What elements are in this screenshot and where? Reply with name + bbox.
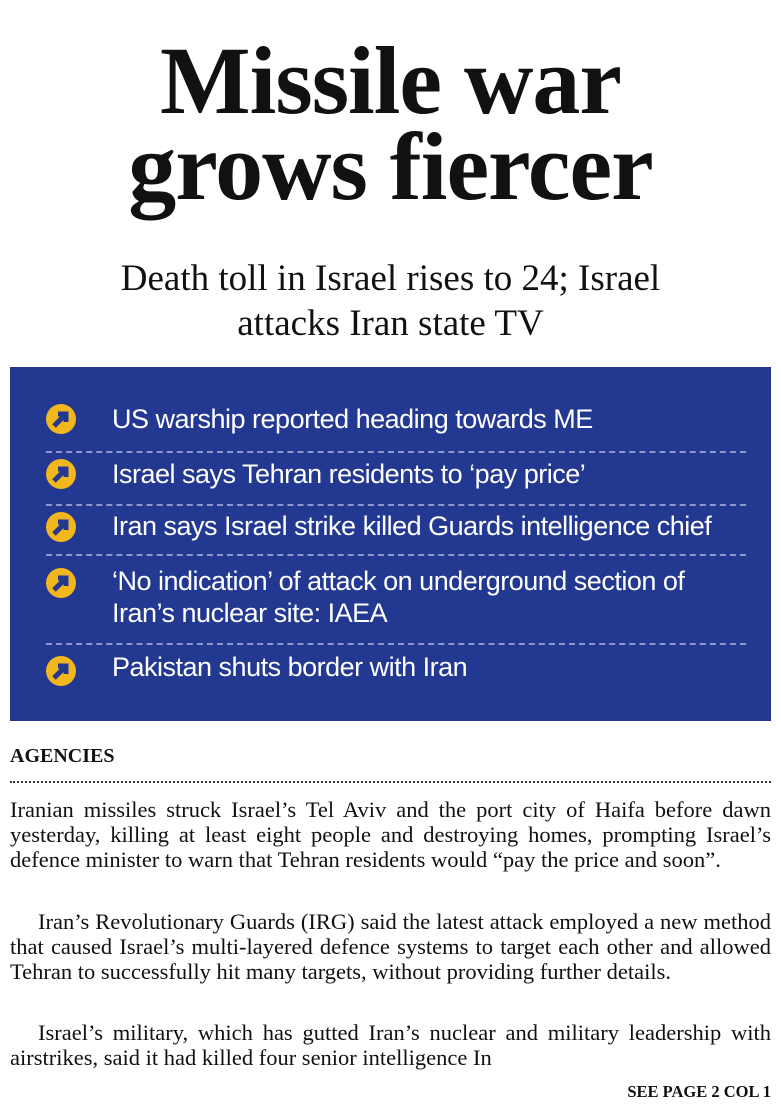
highlight-text: Israel says Tehran residents to ‘pay price’ [112, 459, 586, 489]
headline-line-2: grows fiercer [128, 113, 653, 220]
continued-on-page: SEE PAGE 2 COL 1 [627, 1082, 771, 1101]
byline: AGENCIES [10, 745, 115, 767]
highlight-text: Iran says Israel strike killed Guards intelligence chief [112, 511, 712, 541]
highlight-text: Pakistan shuts border with Iran [112, 652, 468, 682]
highlight-text-line: Iran’s nuclear site: IAEA [112, 598, 388, 628]
highlight-item [46, 453, 746, 506]
arrow-circle-icon [46, 512, 76, 542]
highlight-text-line: ‘No indication’ of attack on underground section of [112, 566, 685, 596]
highlights-box [10, 367, 771, 721]
body-paragraph: Israel’s military, which has gutted Iran’s nuclear and military leadership with airstrikes, said it had killed four senior intelligence In [10, 1020, 771, 1070]
highlight-item [46, 556, 746, 645]
highlight-text: US warship reported heading towards ME [112, 404, 593, 434]
arrow-circle-icon [46, 404, 76, 434]
highlight-item [46, 506, 746, 556]
subheadline [0, 256, 781, 346]
arrow-circle-icon [46, 568, 76, 598]
headline [0, 27, 781, 220]
arrow-circle-icon [46, 459, 76, 489]
body-paragraph: Iranian missiles struck Israel’s Tel Aviv and the port city of Haifa before dawn yesterday, killing at least eight people and destroying homes, prompting Israel’s defence minister to warn that Tehran residents would “pay the price and soon”. [10, 797, 771, 872]
highlight-text [112, 565, 746, 629]
subheadline-line-1: Death toll in Israel rises to 24; Israel [120, 258, 661, 299]
highlight-item [46, 403, 746, 453]
body-paragraph: Iran’s Revolutionary Guards (IRG) said the latest attack employed a new method that caused Israel’s multi-layered defence systems to target each other and allowed Tehran to successfully hit many targets, without providing further details. [10, 909, 771, 984]
arrow-circle-icon [46, 656, 76, 686]
highlight-item [46, 645, 746, 695]
headline-line-1: Missile war [160, 27, 621, 134]
subheadline-line-2: attacks Iran state TV [237, 303, 544, 344]
byline-divider [10, 781, 771, 783]
